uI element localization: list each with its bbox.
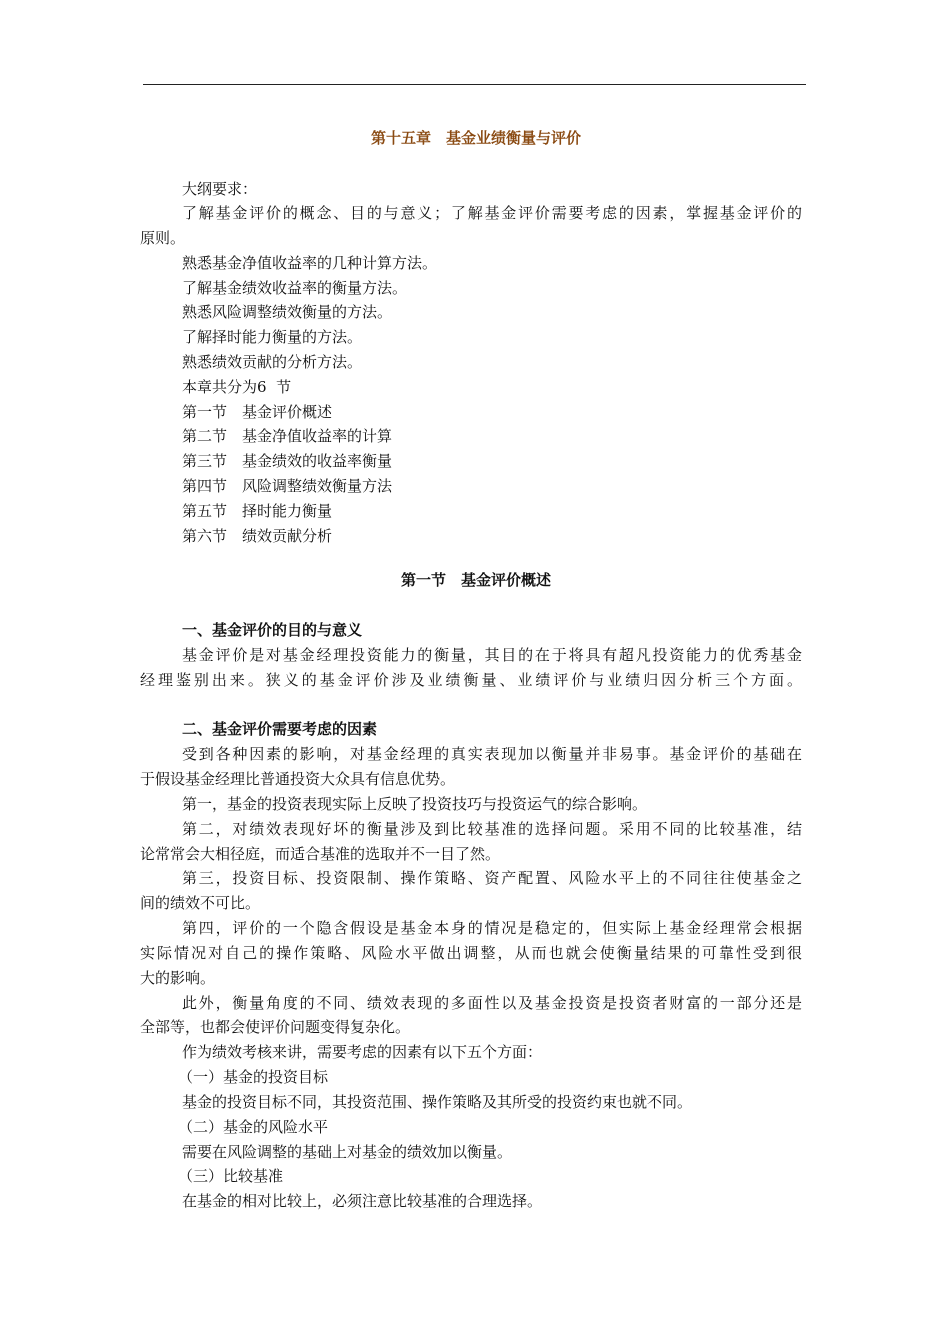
paragraph-line: 实际情况对自己的操作策略、风险水平做出调整，从而也就会使衡量结果的可靠性受到很 [140, 944, 802, 962]
factor-description: 需要在风险调整的基础上对基金的绩效加以衡量。 [182, 1143, 513, 1161]
outline-heading: 大纲要求： [182, 180, 258, 198]
toc-item: 第三节 基金绩效的收益率衡量 [182, 452, 393, 470]
toc-item: 第五节 择时能力衡量 [182, 502, 333, 520]
paragraph-line: 第二，对绩效表现好坏的衡量涉及到比较基准的选择问题。采用不同的比较基准，结 [182, 820, 802, 838]
paragraph-line: 第三，投资目标、投资限制、操作策略、资产配置、风险水平上的不同往往使基金之 [182, 869, 802, 887]
header-rule [143, 84, 806, 85]
outline-req3: 了解基金绩效收益率的衡量方法。 [182, 279, 408, 297]
paragraph-line: 此外，衡量角度的不同、绩效表现的多面性以及基金投资是投资者财富的一部分还是 [182, 994, 802, 1012]
paragraph-line: 大的影响。 [140, 969, 216, 987]
factor-heading: （一）基金的投资目标 [178, 1068, 329, 1086]
factor-description: 基金的投资目标不同，其投资范围、操作策略及其所受的投资约束也就不同。 [182, 1093, 693, 1111]
paragraph-line: 于假设基金经理比普通投资大众具有信息优势。 [140, 770, 456, 788]
factor-heading: （三）比较基准 [178, 1167, 284, 1185]
paragraph-line: 受到各种因素的影响，对基金经理的真实表现加以衡量并非易事。基金评价的基础在 [182, 745, 802, 763]
outline-req1b: 原则。 [140, 229, 186, 247]
factor-heading: （二）基金的风险水平 [178, 1118, 329, 1136]
paragraph-line: 经理鉴别出来。狭义的基金评价涉及业绩衡量、业绩评价与业绩归因分析三个方面。 [140, 671, 802, 689]
toc-item: 第六节 绩效贡献分析 [182, 527, 333, 545]
outline-req6: 熟悉绩效贡献的分析方法。 [182, 353, 363, 371]
toc-item: 第一节 基金评价概述 [182, 403, 333, 421]
subheading-purpose: 一、基金评价的目的与意义 [182, 621, 363, 639]
chapter-title: 第十五章 基金业绩衡量与评价 [370, 129, 581, 147]
outline-req2: 熟悉基金净值收益率的几种计算方法。 [182, 254, 438, 272]
toc-item: 第四节 风险调整绩效衡量方法 [182, 477, 393, 495]
paragraph-line: 第四，评价的一个隐含假设是基金本身的情况是稳定的，但实际上基金经理常会根据 [182, 919, 802, 937]
paragraph-line: 作为绩效考核来讲，需要考虑的因素有以下五个方面： [182, 1043, 543, 1061]
outline-req5: 了解择时能力衡量的方法。 [182, 328, 363, 346]
paragraph-line: 论常常会大相径庭，而适合基准的选取并不一目了然。 [140, 845, 501, 863]
outline-req4: 熟悉风险调整绩效衡量的方法。 [182, 303, 393, 321]
paragraph-line: 全部等，也都会使评价问题变得复杂化。 [140, 1018, 411, 1036]
paragraph-line: 第一，基金的投资表现实际上反映了投资技巧与投资运气的综合影响。 [182, 795, 648, 813]
factor-description: 在基金的相对比较上，必须注意比较基准的合理选择。 [182, 1192, 543, 1210]
subheading-factors: 二、基金评价需要考虑的因素 [182, 720, 378, 738]
toc-item: 第二节 基金净值收益率的计算 [182, 427, 393, 445]
section-title: 第一节 基金评价概述 [400, 571, 551, 589]
outline-req1a: 了解基金评价的概念、目的与意义；了解基金评价需要考虑的因素，掌握基金评价的 [182, 204, 802, 222]
paragraph-line: 间的绩效不可比。 [140, 894, 261, 912]
section-count: 本章共分为6 节 [182, 378, 292, 396]
paragraph-line: 基金评价是对基金经理投资能力的衡量，其目的在于将具有超凡投资能力的优秀基金 [182, 646, 802, 664]
